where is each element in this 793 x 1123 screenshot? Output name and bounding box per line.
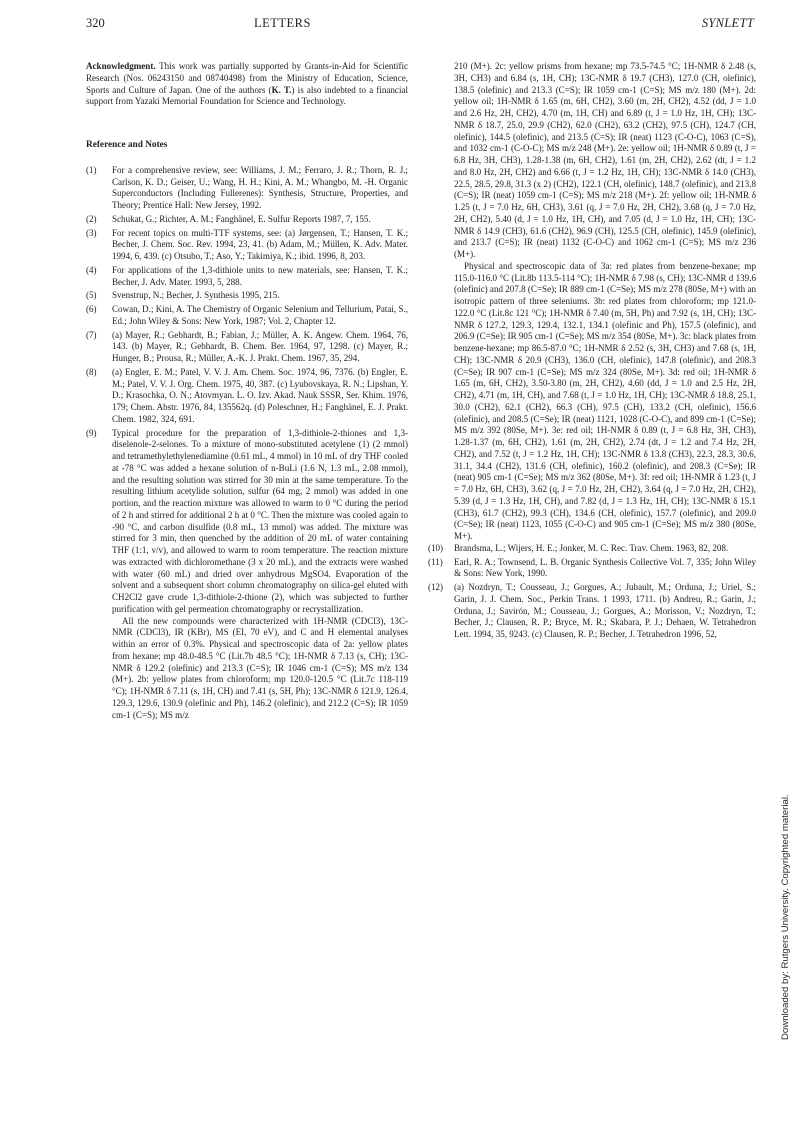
reference-number: (6) <box>86 304 97 314</box>
reference-number: (2) <box>86 213 97 224</box>
reference-item <box>428 543 756 555</box>
procedure-paragraph: Typical procedure for the preparation of 1,3-dithiole-2-thiones and 1,3-diselenole-2-selones. To a mixture of mono-substituted acetylene (1) (2 mmol) and tetramethylethylenediamine (0.61 mL, 4 mmol) in 10 mL of dry THF cooled at -78 °C was added a hexane solution of n-BuLi (1.6 N, 1.3 mL, 2.08 mmol), and the resulting solution was stirred for 30 min at the same temperature. To the resulting lithium acetylide solution, sulfur (64 mg, 2 mmol) was added in one portion, and the reaction mixture was allowed to warm to 0 °C during the period of 2 h and stirred for additional 2 h at 0 °C. Then the mixture was cooled again to -90 °C, and carbon disulfide (0.8 mL, 13 mmol) was added. The mixture was stirred for 3 min, then quenched by the addition of 20 mL of water containing THF (1:1, v/v), and allowed to warm to room temperature. The reaction mixture was extracted with dichloromethane (3 x 20 mL), and the extracts were washed with water (60 mL) and dried over anhydrous MgSO4. Evaporation of the solvent and a subsequent short column chromatography on silica-gel eluted with CH2Cl2 gave crude 1,3-dithiole-2-thione (2), which was subjected to further purification with gel permeation chromatography or recrystallization. <box>112 427 408 614</box>
reference-number: (3) <box>86 227 97 238</box>
reference-number: (4) <box>86 264 97 275</box>
page-header <box>86 16 754 34</box>
acknowledgment-heading: Acknowledgment. <box>86 61 156 71</box>
reference-text <box>112 428 408 722</box>
reference-text: For recent topics on multi-TTF systems, see: (a) Jørgensen, T.; Hansen, T. K.; Becher, J. Chem. Soc. Rev. 1994, 23, 41. (b) Adam, M.; Müllen, K. Adv. Mater. 1994, 6, 439. (c) Otsubo, T.; Aso, Y.; Takimiya, K.; ibid. 1996, 8, 203. <box>112 227 408 261</box>
download-watermark-text: Downloaded by: Rutgers University. Copyrighted material. <box>780 794 791 1040</box>
references-list-left <box>86 165 408 722</box>
reference-item <box>428 557 756 581</box>
reference-text: Cowan, D.; Kini, A. The Chemistry of Organic Selenium and Tellurium, Patai, S., Ed.; John Wiley & Sons: New York, 1987; Vol. 2, Chapter 12. <box>112 304 408 326</box>
reference-text: For applications of the 1,3-dithiole units to new materials, see: Hansen, T. K.; Becher, J. Adv. Mater. 1993, 5, 288. <box>112 264 408 287</box>
reference-number: (11) <box>428 556 443 567</box>
reference-item <box>86 265 408 289</box>
acknowledgment-initials: K. T. <box>271 84 292 95</box>
compound-2-data: 210 (M+). 2c: yellow prisms from hexane; mp 73.5-74.5 °C; 1H-NMR δ 2.48 (s, 3H, CH3) and 6.84 (s, 1H, CH); 13C-NMR δ 19.7 (CH3), 127.0 (CH, olefinic), 138.5 (olefinic) and 213.3 (C=S); IR 1059 cm-1 (C=S); MS m/z 180 (M+). 2d: yellow oil; 1H-NMR δ 1.65 (m, 6H, CH2), 3.60 (m, 2H, CH2), 4.52 (dd, J = 1.0 and 2.6 Hz, 2H, CH2), 4.70 (m, 1H, CH) and 6.89 (t, J = 1.0 Hz, 1H, CH); 13C-NMR δ 18.7, 25.0, 29.9 (CH2), 62.0 (CH2), 63.2 (CH2), 97.5 (CH), 124.7 (CH, olefinic), 144.5 (olefinic), and 213.5 (C=S); IR (neat) 1123 (C-O-C), 1063 (C=S), and 1032 cm-1 (C-O-C); MS m/z 248 (M+). 2e: yellow oil; 1H-NMR δ 0.89 (t, J = 6.8 Hz, 3H, CH3), 1.28-1.38 (m, 6H, CH2), 1.61 (m, 2H, CH2), 2.62 (dt, J = 1.2 and 8.0 Hz, 2H, CH2) and 6.66 (t, J = 1.2 Hz, 1H, CH); 13C-NMR δ 14.0 (CH3), 22.5, 28.5, 29.8, 31.3 (x 2) (CH2), 122.1 (CH, olefinic), 148.7 (olefinic), and 213.8 (C=S); IR (neat) 1059 cm-1 (C=S); MS m/z 218 (M+). 2f: yellow oil; 1H-NMR δ 1.25 (t, J = 7.0 Hz, 6H, CH3), 3.61 (q, J = 7.0 Hz, 2H, CH2), 3.68 (q, J = 7.0 Hz, 2H, CH2), 5.40 (d, J = 1.0 Hz, 1H, CH), and 7.05 (d, J = 1.0 Hz, 1H, CH); 13C-NMR δ 14.9 (CH3), 61.6 (CH2), 96.9 (CH), 125.5 (CH, olefinic), 145.9 (olefinic), and 213.7 (C=S); IR (neat) 1132 (C-O-C) and 1062 cm-1 (C=S); MS m/z 236 (M+). <box>454 61 756 259</box>
reference-text: Earl, R. A.; Townsend, L. B. Organic Synthesis Collective Vol. 7, 335; John Wiley & Sons: New York, 1990. <box>454 556 756 579</box>
reference-continuation <box>428 61 756 543</box>
references-heading: Reference and Notes <box>86 140 168 150</box>
reference-item <box>86 165 408 212</box>
reference-item <box>86 304 408 328</box>
acknowledgment-text-2: ) is also indebted to a financial support from Yazaki Memorial Foundation for Science and Technology. <box>86 84 408 107</box>
reference-item <box>86 428 408 722</box>
reference-text: For a comprehensive review, see: Williams, J. M.; Ferraro, J. R.; Thorn, R. J.; Carlson, K. D.; Geiser, U.; Wang, H. H.; Kini, A. M.; Whangbo, M. -H. Organic Superconductors (Including Fullerenes): Synthesis, Structure, Properties, and Theory; Prentice Hall: New Jersey, 1992. <box>112 164 408 210</box>
reference-number: (5) <box>86 290 97 301</box>
reference-text: Schukat, G.; Richter, A. M.; Fanghänel, E. Sulfur Reports 1987, 7, 155. <box>112 213 371 224</box>
reference-text: Brandsma, L.; Wijers, H. E.; Jonker, M. C. Rec. Trav. Chem. 1963, 82, 208. <box>454 542 729 553</box>
reference-text <box>454 61 756 543</box>
acknowledgment-text-1: This work was partially supported by Grants-in-Aid for Scientific Research (Nos. 06243150 and 08740498) from the Ministry of Education, Science, Sports and Culture of Japan. One of the authors ( <box>86 61 408 95</box>
reference-number: (1) <box>86 164 97 175</box>
reference-number: (8) <box>86 366 97 377</box>
reference-number: (12) <box>428 582 444 592</box>
reference-text: (a) Mayer, R.; Gebhardt, B.; Fabian, J.; Müller, A. K. Angew. Chem. 1964, 76, 143. (b) Mayer, R.; Gebhardt, B. Chem. Ber. 1964, 97, 1298. (c) Mayer, R.; Hunger, B.; Prousa, R.; Müller, A.-K. J. Prakt. Chem. 1967, 35, 294. <box>112 329 408 363</box>
journal-name: SYNLETT <box>701 16 754 30</box>
reference-item <box>428 582 756 641</box>
section-label: LETTERS <box>254 16 311 30</box>
reference-number-blank <box>428 61 454 543</box>
characterization-paragraph: All the new compounds were characterized with 1H-NMR (CDCl3), 13C-NMR (CDCl3), IR (KBr), MS (EI, 70 eV), and C and H elemental analyses within an error of 0.3%. Physical and spectroscopic data of 2a: yellow plates from hexane; mp 48.0-48.5 °C (Lit.7b 48.5 °C); 1H-NMR δ 7.13 (s, CH); 13C-NMR δ 129.2 (olefinic) and 213.3 (C=S); IR 1046 cm-1 (C=S); MS m/z 134 (M+). 2b: yellow plates from chloroform; mp 120.0-120.5 °C (Lit.7c 118-119 °C); 1H-NMR δ 7.11 (s, 1H, CH) and 7.41 (s, 5H, Ph); 13C-NMR δ 121.9, 126.4, 129.3, 129.6, 130.9 (olefinic and Ph), 146.2 (olefinic), and 212.2 (C=S); IR 1059 cm-1 (C=S); MS m/z <box>112 615 408 720</box>
page-number: 320 <box>86 16 105 30</box>
reference-text: (a) Nozdryn, T.; Cousseau, J.; Gorgues, A.; Jubault, M.; Orduna, J.; Uriel, S.; Garin, J. J. Chem. Soc., Perkin Trans. 1 1993, 1711. (b) Andreu, R.; Garin, J.; Orduna, J.; Savirón, M.; Cousseau, J.; Gorgues, A.; Morisson, V.; Nozdryn, T.; Becher, J.; Clausen, R. P.; Bryce, M. R.; Skabara, P. J.; Dehaen, W. Tetrahedron Lett. 1994, 35, 9243. (c) Clausen, R. P.; Becher, J. Tetrahedron 1996, 52, <box>454 582 756 639</box>
reference-text: (a) Engler, E. M.; Patel, V. V. J. Am. Chem. Soc. 1974, 96, 7376. (b) Engler, E. M.; Patel, V. V. J. Org. Chem. 1975, 40, 387. (c) Lyubovskaya, R. N.; Lipshan, Y. D.; Krasochka, O. N.; Atovmyan. L. O. Izv. Akad. Nauk SSSR, Ser. Khim. 1976, 179; Chem. Abstr. 1976, 84, 135562q. (d) Poleschner, H.; Fanghänel, E. J. Prakt. Chem. 1982, 324, 691. <box>112 366 408 424</box>
compound-3-data: Physical and spectroscopic data of 3a: red plates from benzene-hexane; mp 115.0-116.0 °C (Lit.8b 113.5-114 °C); 1H-NMR δ 7.98 (s, CH); 13C-NMR d 139.6 (olefinic) and 207.8 (C=Se); IR 889 cm-1 (C=Se); MS m/z 278 (80Se, M+) with an isotropic pattern of three seleniums. 3b: red plates from chloroform; mp 121.0-122.0 °C (Lit.8c 121 °C); 1H-NMR δ 7.40 (m, 5H, Ph) and 7.92 (s, 1H, CH); 13C-NMR δ 127.2, 129.3, 129.4, 132.1, 134.1 (olefinic and Ph), 157.5 (olefinic), and 206.9 (C=Se); IR 905 cm-1 (C=Se); MS m/z 354 (80Se, M+). 3c: black plates from benzene-hexane; mp 86.5-87.0 °C; 1H-NMR δ 2.52 (s, 3H, CH3) and 7.68 (s, 1H, CH); 13C-NMR δ 20.9 (CH3), 136.0 (CH, olefinic), 147.8 (olefinic), and 208.3 (C=Se); IR 907 cm-1 (C=Se); MS m/z 324 (80Se, M+). 3d: red oil; 1H-NMR δ 1.65 (m, 6H, CH2), 3.50-3.80 (m, 2H, CH2), 4.60 (dd, J = 1.0 and 2.5 Hz, 2H, CH2), 4.71 (m, 1H, CH), and 7.68 (t, J = 1.0 Hz, 1H, CH); 13C-NMR δ 18.8, 25.1, 30.0 (CH2), 62.1 (CH2), 66.3 (CH), 97.5 (CH), 133.2 (CH, olefinic), 156.6 (olefinic), and 208.5 (C=Se); IR (neat) 1121, 1028 (C-O-C), and 899 cm-1 (C=Se); MS m/z 392 (80Se, M+). 3e: red oil; 1H-NMR δ 0.89 (t, J = 6.8 Hz, 3H, CH3), 1.28-1.37 (m, 6H, CH2), 1.61 (m, 2H, CH2), 2.74 (dt, J = 1.2 and 7.4 Hz, 2H, CH2), and 7.52 (t, J = 1.2 Hz, 1H, CH); 13C-NMR δ 13.8 (CH3), 22.3, 28.3, 30.6, 31.1, 34.4 (CH2), 131.6 (CH, olefinic), 160.2 (olefinic), and 208.3 (C=Se); IR (neat) 905 cm-1 (C=Se); MS m/z 362 (80Se, M+). 3f: red oil; 1H-NMR δ 1.23 (t, J = 7.0 Hz, 6H, CH3), 3.62 (q, J = 7.0 Hz, 2H, CH2), 3.64 (q, J = 7.0 Hz, 2H, CH2), 5.39 (d, J = 1.3 Hz, 1H, CH), and 7.82 (d, J = 1.3 Hz, 1H, CH); 13C-NMR δ 15.1 (CH3), 61.7 (CH2), 99.3 (CH), 134.6 (CH, olefinic), 157.7 (olefinic), and 209.0 (C=Se); IR (neat) 1123, 1055 (C-O-C) and 905 cm-1 (C=Se); MS m/z 380 (80Se, M+). <box>454 260 757 541</box>
reference-text: Svenstrup, N.; Becher, J. Synthesis 1995, 215. <box>112 290 280 301</box>
acknowledgment <box>86 61 408 108</box>
reference-item <box>86 330 408 365</box>
reference-item <box>86 228 408 263</box>
reference-item <box>86 214 408 226</box>
reference-item <box>86 290 408 302</box>
reference-number: (10) <box>428 542 444 553</box>
reference-number: (7) <box>86 329 97 340</box>
reference-item <box>86 367 408 426</box>
left-column <box>86 61 408 723</box>
right-column <box>428 61 756 643</box>
reference-number: (9) <box>86 427 97 438</box>
